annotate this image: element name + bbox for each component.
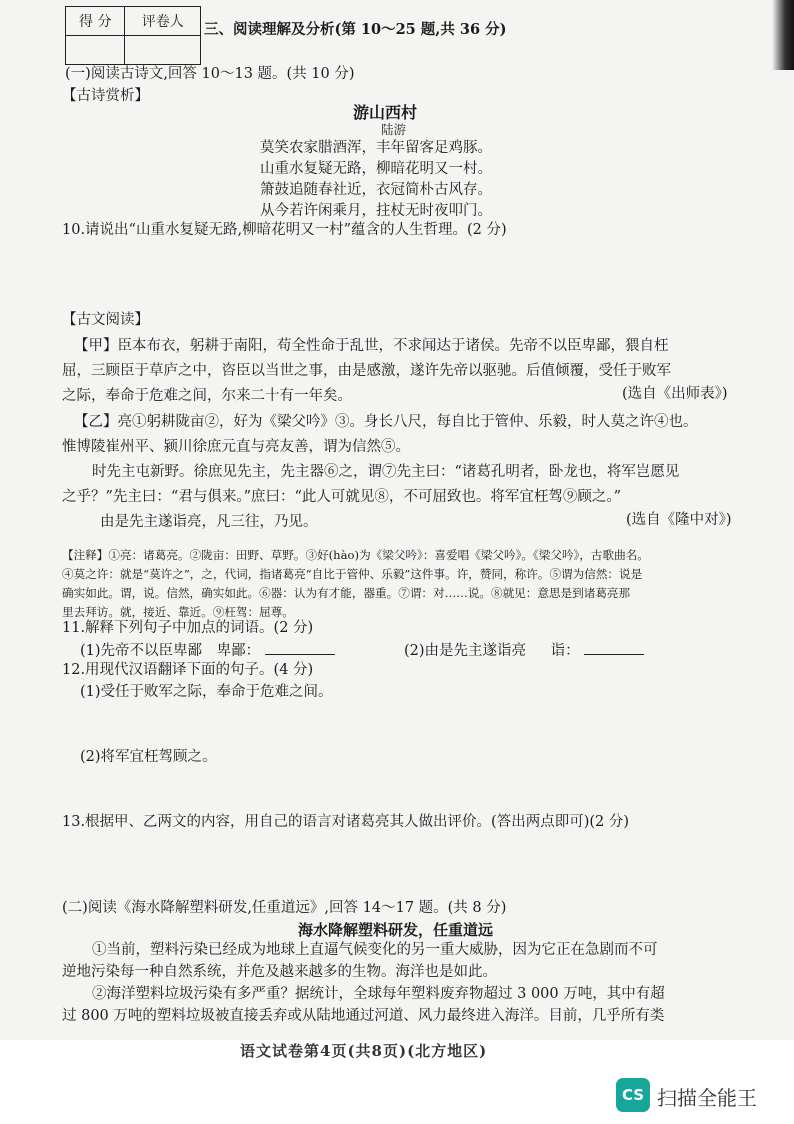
notes-line: 【注释】①亮：诸葛亮。②陇亩：田野、草野。③好(hào)为《梁父吟》：喜爱唱《梁父吟》。《梁父吟》，古歌曲名。 (62, 548, 649, 562)
q12-item-2: (2)将军宜枉驾顾之。 (80, 749, 217, 765)
poem-line: 从今若许闲乘月，拄杖无时夜叩门。 (260, 203, 492, 219)
notes-line: ④莫之许：就是“莫许之”，之，代词，指诸葛亮“自比于管仲、乐毅”这件事。许，赞同，称许。⑤谓为信然：说是 (62, 567, 643, 581)
grader-label: 评卷人 (125, 7, 201, 36)
question-11: 11.解释下列句子中加点的词语。(2 分) (62, 620, 314, 636)
q11-item-2-word: 诣： (550, 643, 580, 659)
yi-line: 【乙】亮①躬耕陇亩②，好为《梁父吟》③。身长八尺，每自比于管仲、乐毅，时人莫之许④也。 (74, 414, 698, 430)
notes-line: 确实如此。谓，说。信然，确实如此。⑥器：认为有才能，器重。⑦谓：对……说。⑧就见：意思是到诸葛亮那 (62, 586, 631, 600)
poem-line: 箫鼓追随春社近，衣冠简朴古风存。 (260, 182, 492, 198)
section-title: 三、阅读理解及分析(第 10～25 题,共 36 分) (204, 21, 507, 38)
yi-line: 时先主屯新野。徐庶见先主，先主器⑥之，谓⑦先主曰：“诸葛孔明者，卧龙也，将军岂愿见 (92, 464, 680, 480)
score-label: 得 分 (66, 7, 125, 36)
q12-item-1: (1)受任于败军之际，奉命于危难之间。 (80, 684, 333, 700)
poem-title: 游山西村 (353, 103, 418, 122)
poem-tag: 【古诗赏析】 (62, 88, 149, 104)
yi-line: 由是先主遂诣亮，凡三往，乃见。 (100, 514, 318, 530)
scan-edge-shadow (772, 0, 794, 70)
camscanner-logo-icon: CS (616, 1078, 650, 1112)
question-12: 12.用现代汉语翻译下面的句子。(4 分) (62, 662, 314, 678)
score-box (65, 6, 201, 65)
q11-item-2-text: (2)由是先主遂诣亮 (404, 643, 527, 659)
article-para-2: ②海洋塑料垃圾污染有多严重？据统计，全球每年塑料废弃物超过 3 000 万吨，其中有超 (92, 986, 665, 1002)
footer-page-title: 语文试卷第4页(共8页)(北方地区) (240, 1042, 488, 1060)
jia-line: 屈，三顾臣于草庐之中，咨臣以当世之事，由是感激，遂许先帝以驱驰。后值倾覆，受任于败军 (62, 363, 671, 379)
yi-line: 惟博陵崔州平、颍川徐庶元直与亮友善，谓为信然⑤。 (62, 439, 410, 455)
jia-line: 【甲】臣本布衣，躬耕于南阳，苟全性命于乱世，不求闻达于诸侯。先帝不以臣卑鄙，猥自枉 (74, 338, 669, 354)
poem-line: 莫笑农家腊酒浑，丰年留客足鸡豚。 (260, 140, 492, 156)
yi-source: (选自《隆中对》) (626, 512, 732, 528)
notes-line: 里去拜访。就，接近、靠近。⑨枉驾：屈尊。 (62, 605, 294, 619)
article-title: 海水降解塑料研发，任重道远 (298, 921, 494, 939)
score-cell[interactable] (66, 36, 125, 65)
article-para-1: ①当前，塑料污染已经成为地球上直逼气候变化的另一重大威胁，因为它正在急剧而不可 (92, 942, 658, 958)
article-para-1: 逆地污染每一种自然系统，并危及越来越多的生物。海洋也是如此。 (62, 964, 497, 980)
q11-item-2 (404, 640, 644, 661)
camscanner-watermark: 扫描全能王 (657, 1086, 757, 1110)
question-10: 10.请说出“山重水复疑无路,柳暗花明又一村”蕴含的人生哲理。(2 分) (62, 222, 507, 238)
q11-item-1-text: (1)先帝不以臣卑鄙 (80, 643, 203, 659)
yi-line: 之乎？”先主曰：“君与俱来。”庶曰：“此人可就见⑧，不可屈致也。将军宜枉驾⑨顾之。” (62, 489, 622, 505)
poem-author: 陆游 (381, 122, 407, 137)
part1-heading: (一)阅读古诗文,回答 10～13 题。(共 10 分) (65, 66, 355, 82)
grader-cell[interactable] (125, 36, 201, 65)
q11-answer-1-blank[interactable] (265, 640, 335, 655)
q11-item-1-word: 卑鄙： (216, 643, 261, 659)
part2-heading: (二)阅读《海水降解塑料研发,任重道远》,回答 14～17 题。(共 8 分) (62, 900, 507, 916)
jia-line: 之际，奉命于危难之间，尔来二十有一年矣。 (62, 388, 352, 404)
question-13: 13.根据甲、乙两文的内容，用自己的语言对诸葛亮其人做出评价。(答出两点即可)(2 分) (62, 814, 630, 830)
jia-source: (选自《出师表》) (622, 386, 728, 402)
article-para-2: 过 800 万吨的塑料垃圾被直接丢弃或从陆地通过河道、风力最终进入海洋。目前，几乎所有类 (62, 1008, 665, 1024)
poem-line: 山重水复疑无路，柳暗花明又一村。 (260, 161, 492, 177)
q11-item-1 (80, 640, 335, 661)
q11-answer-2-blank[interactable] (584, 640, 644, 655)
prose-tag: 【古文阅读】 (62, 312, 149, 328)
